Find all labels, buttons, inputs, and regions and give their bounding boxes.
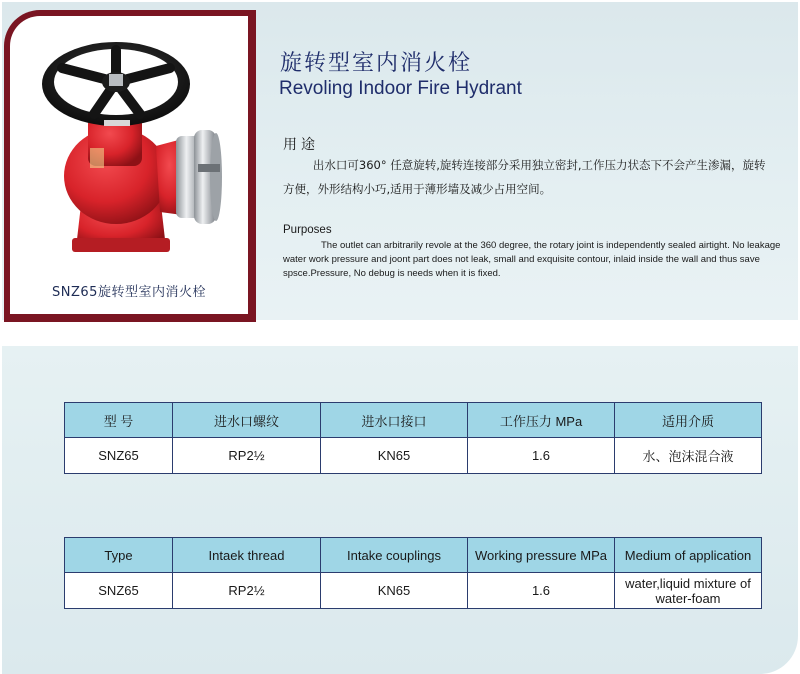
product-caption: SNZ65旋转型室内消火栓 [52, 285, 206, 300]
header-working-pressure: Working pressure MPa [468, 538, 615, 573]
purposes-text: The outlet can arbitrarily revole at the 360 degree, the rotary joint is independently sealed airtight. No leakage water work pressure and joont part does not leak, small and exquisite contour, inlaid inside the wall and thus save spsce.Pressure, No debug is needs when it is fixed. [283, 240, 781, 279]
cell-intake-thread: RP2½ [173, 438, 321, 474]
cell-working-pressure: 1.6 [468, 573, 615, 609]
cell-medium: water,liquid mixture of water-foam [615, 573, 762, 609]
usage-text: 出水口可360° 任意旋转,旋转连接部分采用独立密封,工作压力状态下不会产生渗漏，旋转方便，外形结构小巧,适用于薄形墙及减少占用空间。 [283, 158, 766, 196]
spec-table-cn [64, 402, 762, 474]
purposes-heading: Purposes [283, 224, 332, 236]
cell-type: SNZ65 [65, 573, 173, 609]
fire-hydrant-icon [10, 16, 248, 266]
header-type: Type [65, 538, 173, 573]
product-title-en: Revoling Indoor Fire Hydrant [279, 78, 522, 99]
cell-medium: 水、泡沫混合液 [615, 438, 762, 474]
header-working-pressure: 工作压力 MPa [468, 403, 615, 438]
cell-type: SNZ65 [65, 438, 173, 474]
product-info-panel [2, 2, 798, 320]
header-type: 型 号 [65, 403, 173, 438]
cell-working-pressure: 1.6 [468, 438, 615, 474]
usage-heading: 用途 [283, 137, 319, 153]
cell-intake-thread: RP2½ [173, 573, 321, 609]
product-photo-frame [4, 10, 256, 322]
header-intake-coupling: 进水口接口 [321, 403, 468, 438]
cell-intake-coupling: KN65 [321, 573, 468, 609]
header-intake-thread: 进水口螺纹 [173, 403, 321, 438]
product-photo [10, 16, 248, 314]
product-title-cn: 旋转型室内消火栓 [280, 51, 473, 76]
specification-panel [2, 346, 798, 674]
table-row [65, 438, 762, 474]
header-intake-coupling: Intake couplings [321, 538, 468, 573]
spec-table-en [64, 537, 762, 609]
table-header-row [65, 403, 762, 438]
table-header-row [65, 538, 762, 573]
header-medium: Medium of application [615, 538, 762, 573]
header-medium: 适用介质 [615, 403, 762, 438]
cell-intake-coupling: KN65 [321, 438, 468, 474]
header-intake-thread: Intaek thread [173, 538, 321, 573]
table-row [65, 573, 762, 609]
